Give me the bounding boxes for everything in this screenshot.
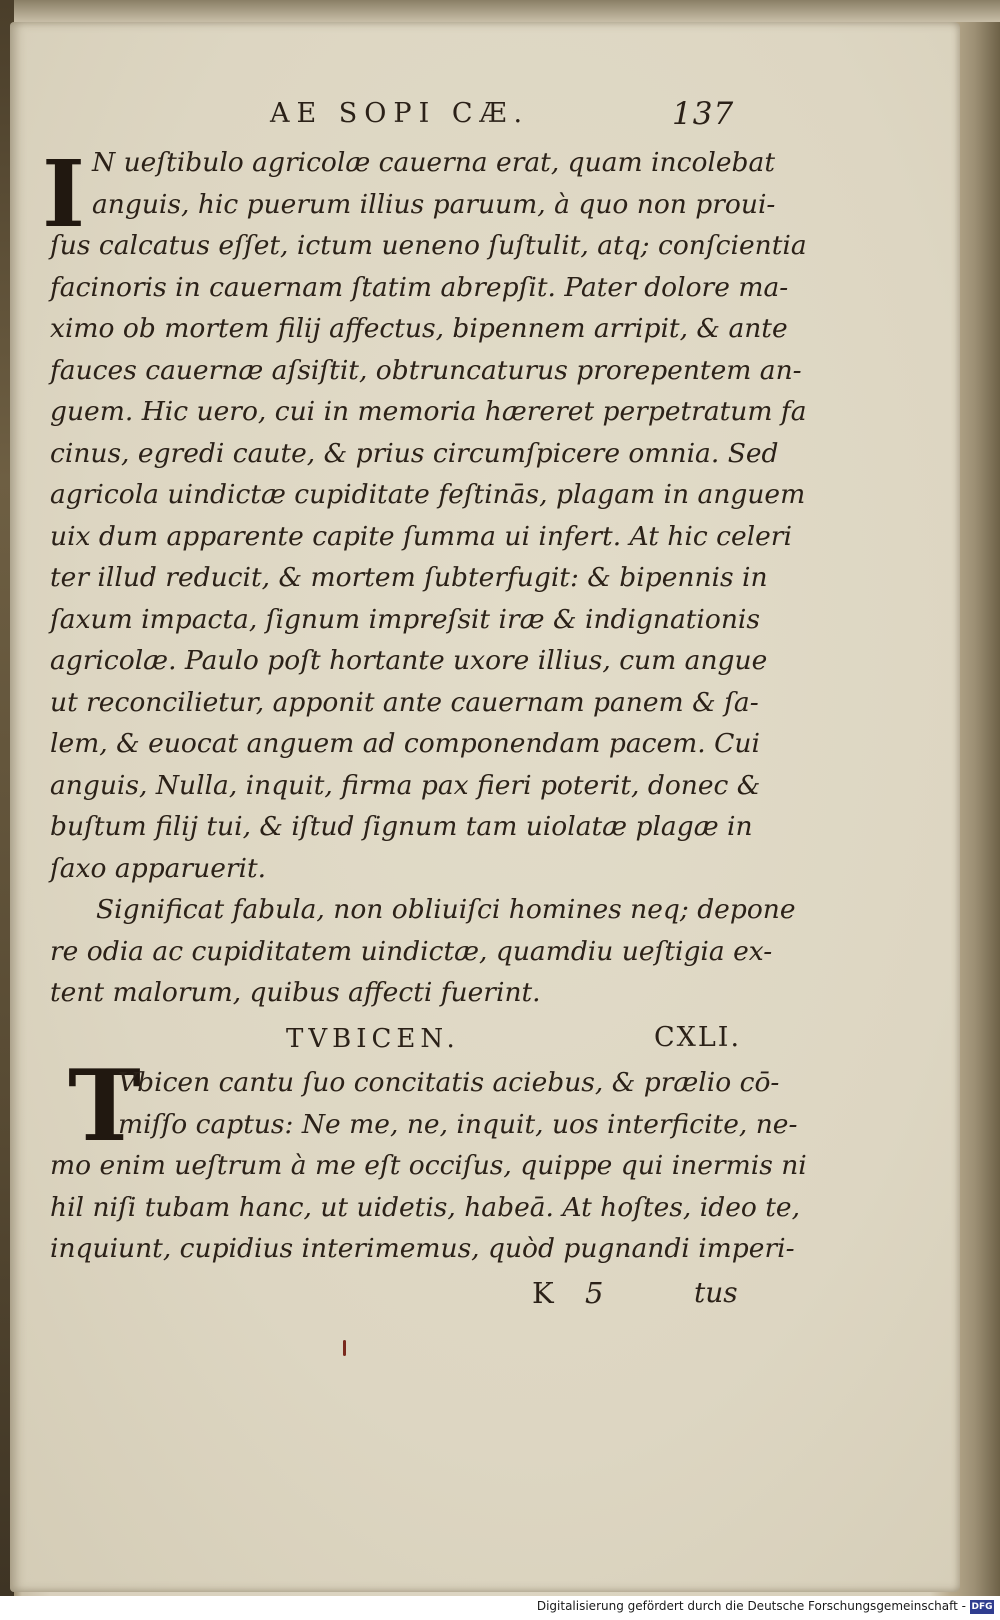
text-line: lem, & euocat anguem ad componendam pacem. Cui bbox=[50, 728, 760, 759]
credit-footer bbox=[0, 1596, 1000, 1620]
fable-1-text bbox=[50, 142, 807, 1014]
text-line: hil niſi tubam hanc, ut uidetis, habeā. At hoſtes, ideo te, bbox=[50, 1191, 801, 1223]
text-line: ſaxo apparuerit. bbox=[50, 852, 267, 884]
text-line: mo enim ueſtrum à me eſt occiſus, quippe qui inermis ni bbox=[50, 1150, 807, 1181]
page-number: 137 bbox=[672, 96, 735, 132]
scan-top-edge bbox=[14, 0, 1000, 22]
text-line: cinus, egredi caute, & prius circumſpicere omnia. Sed bbox=[50, 437, 779, 469]
catchword: tus bbox=[694, 1276, 738, 1309]
text-line: guem. Hic uero, cui in memoria hæreret perpetratum fa bbox=[50, 396, 807, 427]
text-line: buſtum filij tui, & iſtud ſignum tam uiolatæ plagæ in bbox=[50, 811, 753, 842]
fable-2-text bbox=[50, 1062, 807, 1270]
text-line: ut reconcilietur, apponit ante cauernam panem & ſa- bbox=[50, 686, 759, 718]
text-line: anguis, Nulla, inquit, firma pax fieri poterit, donec & bbox=[50, 769, 761, 801]
text-line: ſus calcatus eſſet, ictum ueneno ſuſtulit, atq; conſcientia bbox=[50, 230, 807, 261]
text-line: anguis, hic puerum illius paruum, à quo non proui- bbox=[92, 188, 776, 220]
text-line: ximo ob mortem filij affectus, bipennem arripit, & ante bbox=[50, 313, 788, 344]
running-head: AE SOPI CÆ. bbox=[270, 98, 530, 129]
signature-mark: K bbox=[532, 1276, 554, 1310]
moral-line: tent malorum, quibus affecti fuerint. bbox=[50, 977, 541, 1008]
signature-number: 5 bbox=[585, 1276, 604, 1310]
text-line: Vbicen cantu ſuo concitatis aciebus, & prælio cō- bbox=[118, 1067, 780, 1098]
moral-line: re odia ac cupiditatem uindictæ, quamdiu ueſtigia ex- bbox=[50, 935, 773, 967]
text-line: ter illud reducit, & mortem ſubterfugit: & bipennis in bbox=[50, 562, 768, 593]
text-line: inquiunt, cupidius interimemus, quòd pugnandi imperi- bbox=[50, 1233, 795, 1264]
credit-text: Digitalisierung gefördert durch die Deutsche Forschungsgemeinschaft - bbox=[536, 1599, 966, 1613]
text-line: miſſo captus: Ne me, ne, inquit, uos interficite, ne- bbox=[118, 1108, 798, 1140]
drop-cap-initial: I bbox=[42, 140, 86, 248]
text-line: ſaxum impacta, ſignum impreſsit iræ & indignationis bbox=[50, 603, 761, 635]
fable-number: CXLI. bbox=[654, 1022, 742, 1053]
text-line: agricola uindictæ cupiditate feſtinās, plagam in anguem bbox=[50, 479, 806, 510]
moral-line: Significat fabula, non obliuiſci homines neq; depone bbox=[96, 894, 796, 925]
text-line: facinoris in cauernam ſtatim abrepſit. Pater dolore ma- bbox=[50, 271, 789, 303]
drop-cap-initial: T bbox=[68, 1049, 141, 1164]
ink-stain bbox=[343, 1340, 346, 1356]
text-line: agricolæ. Paulo poſt hortante uxore illius, cum angue bbox=[50, 645, 768, 676]
text-line: uix dum apparente capite ſumma ui infert. At hic celeri bbox=[50, 520, 792, 552]
text-line: fauces cauernæ aſsiſtit, obtruncaturus prorepentem an- bbox=[50, 354, 802, 386]
fable-title: TVBICEN. bbox=[286, 1024, 460, 1054]
text-line: N ueſtibulo agricolæ cauerna erat, quam incolebat bbox=[92, 147, 775, 178]
dfg-logo-icon[interactable]: DFG bbox=[971, 1602, 993, 1612]
